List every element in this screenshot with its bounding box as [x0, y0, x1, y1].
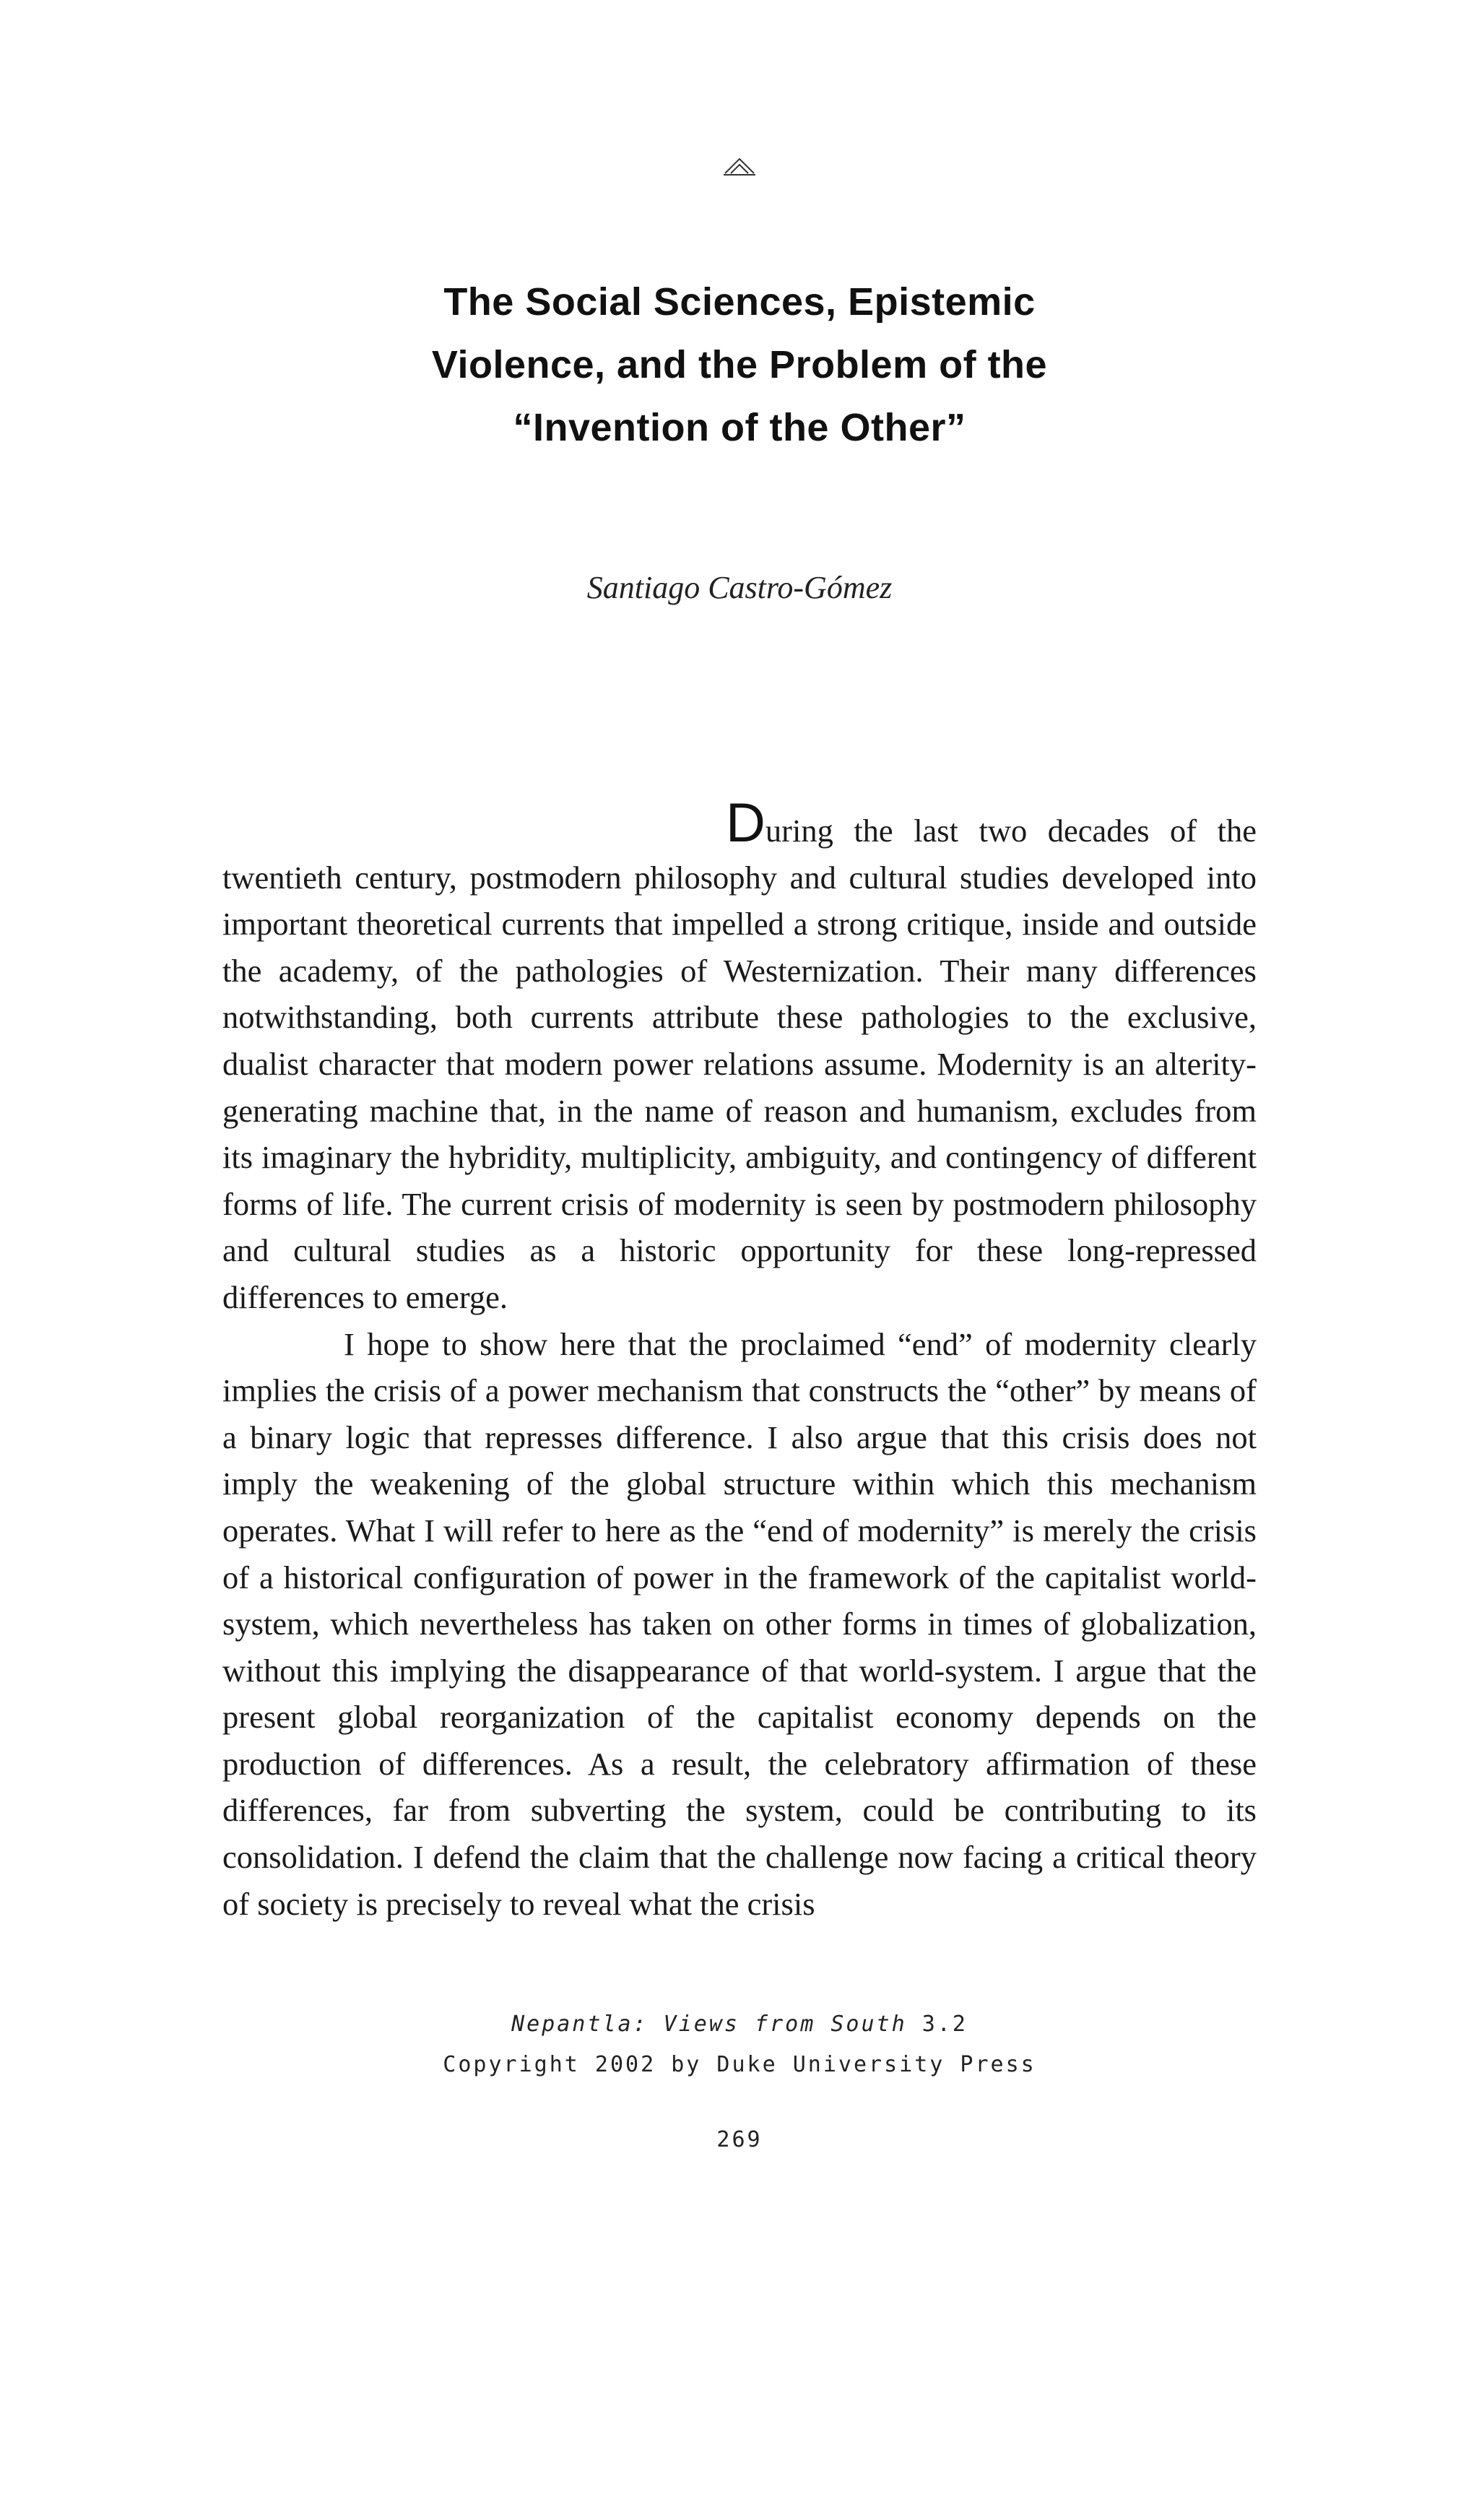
copyright-notice: Copyright 2002 by Duke University Press [443, 2052, 1036, 2077]
author-name: Santiago Castro-Gómez [586, 570, 893, 605]
paragraph-1 [222, 792, 1257, 1321]
journal-name: Nepantla: Views from South [511, 2012, 907, 2037]
article-body [222, 792, 1257, 1927]
journal-issue: 3.2 [921, 2012, 968, 2037]
title-line: Violence, and the Problem of the [431, 343, 1048, 386]
paragraph-2: I hope to show here that the proclaimed “end” of modernity clearly implies the crisis of a power mechanism that constructs the “other” by means of a binary logic that represses difference. I also argue that this crisis does not imply the weakening of the global structure within which this mechanism operates. What I will refer to here as the “end of modernity” is merely the crisis of a historical configuration of power in the framework of the capitalist world-system, which nevertheless has taken on other forms in times of globalization, without this implying the disappearance of that world-system. I argue that the present global reorganization of the capitalist economy depends on the production of differences. As a result, the celebratory affirmation of these differences, far from subverting the system, could be contributing to its consolidation. I defend the claim that the challenge now facing a critical theory of society is precisely to reveal what the crisis [222, 1325, 1257, 1922]
drop-cap: D [726, 792, 765, 854]
page-number: 269 [716, 2127, 763, 2152]
article-title [0, 271, 1479, 459]
title-line: The Social Sciences, Epistemic [443, 280, 1036, 324]
journal-citation [0, 2012, 1479, 2037]
nepantla-logo-icon [722, 153, 757, 178]
title-line: “Invention of the Other” [513, 406, 966, 449]
paragraph-1-text: uring the last two decades of the twentieth century, postmodern philosophy and cultural studies developed into important theoretical currents that impelled a strong critique, inside and outside the academy, of the pathologies of Westernization. Their many differences notwithstanding, both currents attribute these pathologies to the exclusive, dualist character that modern power relations assume. Modernity is an alterity-generating machine that, in the name of reason and humanism, excludes from its imaginary the hybridity, multiplicity, ambiguity, and contingency of different forms of life. The current crisis of modernity is seen by postmodern philosophy and cultural studies as a historic opportunity for these long-repressed differences to emerge. [222, 813, 1257, 1315]
